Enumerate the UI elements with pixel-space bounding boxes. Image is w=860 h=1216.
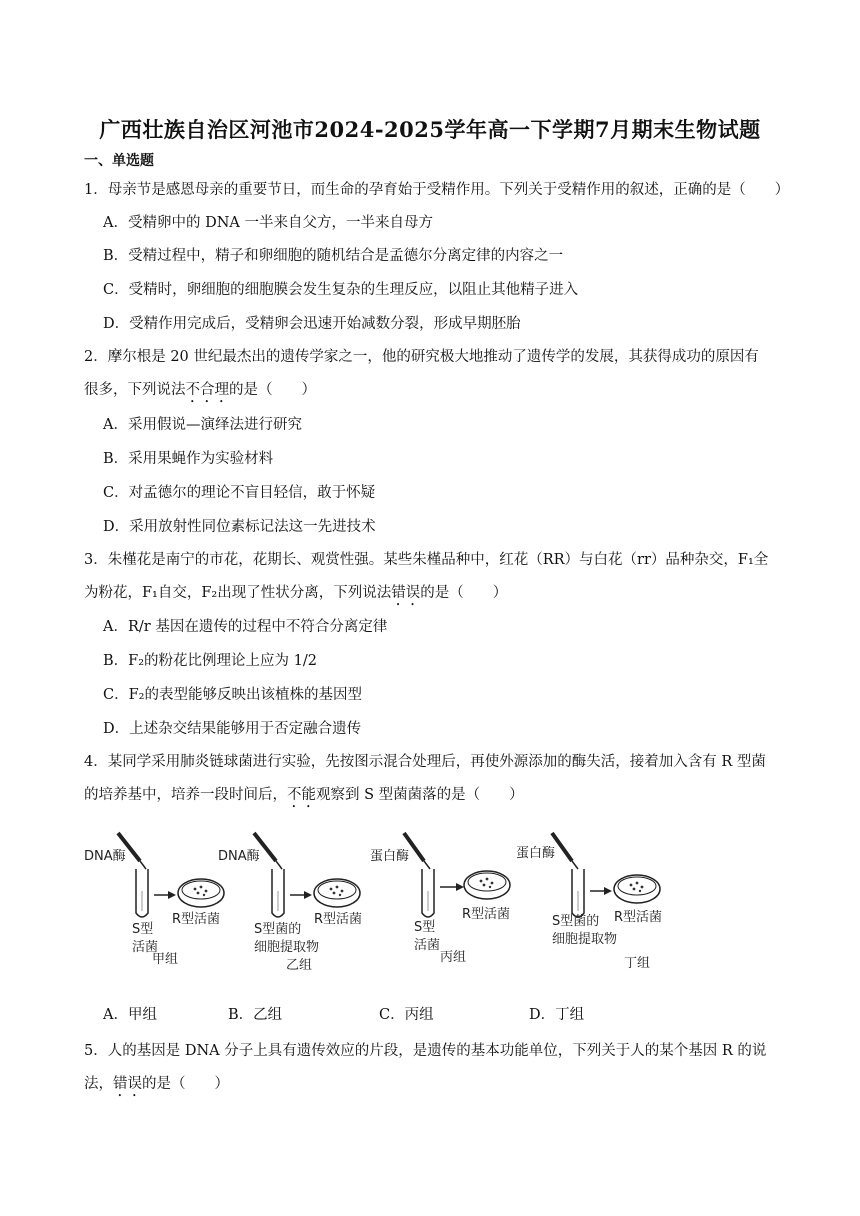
question-2-option-b: B．采用果蝇作为实验材料 xyxy=(103,451,274,467)
test-tube-icon xyxy=(272,869,284,917)
group-4-tube-label-1: S型菌的 xyxy=(552,914,600,929)
question-1-option-c: C．受精时，卵细胞的细胞膜会发生复杂的生理反应，以阻止其他精子进入 xyxy=(103,282,579,298)
question-5-emphasis: 错误 xyxy=(113,1076,142,1092)
arrow-icon xyxy=(440,883,464,891)
question-4-option-c: C．丙组 xyxy=(379,1007,434,1023)
petri-dish-icon xyxy=(314,879,360,907)
group-3-enzyme-label: 蛋白酶 xyxy=(370,849,410,864)
group-3-tube-label-1: S型 xyxy=(414,920,436,935)
group-2-enzyme-label: DNA酶 xyxy=(218,849,260,864)
group-1-plate-label: R型活菌 xyxy=(172,912,221,927)
question-3-option-c: C．F₂的表型能够反映出该植株的基因型 xyxy=(103,687,362,703)
question-5-stem-post: 的是（ ） xyxy=(142,1076,229,1092)
question-2-stem-line1: 2．摩尔根是 20 世纪最杰出的遗传学家之一，他的研究极大地推动了遗传学的发展，其获得成功的原因有 xyxy=(84,349,759,365)
question-3-option-a: A．R/r 基因在遗传的过程中不符合分离定律 xyxy=(103,619,388,635)
figure-group-3 xyxy=(370,833,510,965)
figure-group-4 xyxy=(516,833,662,971)
question-1-option-a: A．受精卵中的 DNA 一半来自父方，一半来自母方 xyxy=(103,215,433,231)
group-2-name: 乙组 xyxy=(286,958,313,973)
group-2-tube-label-2: 细胞提取物 xyxy=(254,940,320,955)
question-4-stem-line2 xyxy=(84,783,524,811)
group-2-tube-label-1: S型菌的 xyxy=(254,922,302,937)
question-4-emphasis: 不能 xyxy=(287,787,316,803)
question-3-option-b: B．F₂的粉花比例理论上应为 1/2 xyxy=(103,653,317,669)
group-1-name: 甲组 xyxy=(152,952,179,967)
question-5-stem-pre: 法， xyxy=(84,1076,113,1092)
section-heading: 一、单选题 xyxy=(84,153,154,169)
test-tube-icon xyxy=(572,869,584,917)
group-4-enzyme-label: 蛋白酶 xyxy=(516,846,556,861)
petri-dish-icon xyxy=(464,871,510,899)
group-1-tube-label-2: 活菌 xyxy=(132,940,159,955)
question-1-option-b: B．受精过程中，精子和卵细胞的随机结合是孟德尔分离定律的内容之一 xyxy=(103,248,564,264)
petri-dish-icon xyxy=(178,879,224,907)
question-2-option-c: C．对孟德尔的理论不盲目轻信，敢于怀疑 xyxy=(103,485,376,501)
group-3-plate-label: R型活菌 xyxy=(462,907,511,922)
question-3-stem-line1: 3．朱槿花是南宁的市花，花期长、观赏性强。某些朱槿品种中，红花（RR）与白花（rr）品种杂交，F₁全 xyxy=(84,552,769,568)
experiment-diagram xyxy=(84,825,684,975)
question-1-stem: 1．母亲节是感恩母亲的重要节日，而生命的孕育始于受精作用。下列关于受精作用的叙述，正确的是（ ） xyxy=(84,182,790,198)
group-3-tube-label-2: 活菌 xyxy=(414,938,441,953)
arrow-icon xyxy=(154,891,176,899)
test-tube-icon xyxy=(422,869,434,917)
question-4-option-d: D．丁组 xyxy=(529,1007,585,1023)
group-1-enzyme-label: DNA酶 xyxy=(84,849,126,864)
question-2-option-a: A．采用假说—演绎法进行研究 xyxy=(103,417,302,433)
question-4-options xyxy=(103,1003,584,1024)
question-5-stem-line1: 5．人的基因是 DNA 分子上具有遗传效应的片段，是遗传的基本功能单位，下列关于人的某个基因 R 的说 xyxy=(84,1043,767,1059)
question-4-option-b: B．乙组 xyxy=(228,1007,283,1023)
question-3-stem-post: 的是（ ） xyxy=(420,585,508,601)
arrow-icon xyxy=(590,887,612,895)
question-2-stem-post: 的是（ ） xyxy=(229,382,316,398)
figure-group-2 xyxy=(218,833,362,973)
question-3-stem-line2 xyxy=(84,581,507,609)
group-4-plate-label: R型活菌 xyxy=(614,910,663,925)
group-3-name: 丙组 xyxy=(440,950,467,965)
petri-dish-icon xyxy=(614,875,660,903)
question-3-stem-pre: 为粉花，F₁自交，F₂出现了性状分离，下列说法 xyxy=(84,585,392,601)
question-2-emphasis: 不合理 xyxy=(185,382,229,398)
dropper-icon xyxy=(552,833,578,869)
question-5-stem-line2 xyxy=(84,1072,229,1100)
page-title: 广西壮族自治区河池市2024-2025学年高一下学期7月期末生物试题 xyxy=(99,117,761,142)
question-2-stem-line2 xyxy=(84,378,316,406)
question-2-option-d: D．采用放射性同位素标记法这一先进技术 xyxy=(103,519,376,535)
question-2-stem-pre: 很多，下列说法 xyxy=(84,382,186,398)
question-4-option-a: A．甲组 xyxy=(103,1007,157,1023)
experiment-figure xyxy=(84,825,684,975)
question-3-option-d: D．上述杂交结果能够用于否定融合遗传 xyxy=(103,721,362,737)
question-4-stem-line1: 4．某同学采用肺炎链球菌进行实验，先按图示混合处理后，再使外源添加的酶失活，接着加入含有 R 型菌 xyxy=(84,754,766,770)
group-4-name: 丁组 xyxy=(624,956,651,971)
question-4-stem-post: 观察到 S 型菌菌落的是（ ） xyxy=(316,787,524,803)
question-3-emphasis: 错误 xyxy=(391,585,421,601)
figure-group-1 xyxy=(84,833,224,967)
question-4-stem-pre: 的培养基中，培养一段时间后， xyxy=(84,787,287,803)
group-1-tube-label-1: S型 xyxy=(132,922,154,937)
test-tube-icon xyxy=(136,869,148,917)
arrow-icon xyxy=(290,891,312,899)
group-4-tube-label-2: 细胞提取物 xyxy=(552,932,618,947)
question-1-option-d: D．受精作用完成后，受精卵会迅速开始减数分裂，形成早期胚胎 xyxy=(103,316,521,332)
group-2-plate-label: R型活菌 xyxy=(314,912,363,927)
